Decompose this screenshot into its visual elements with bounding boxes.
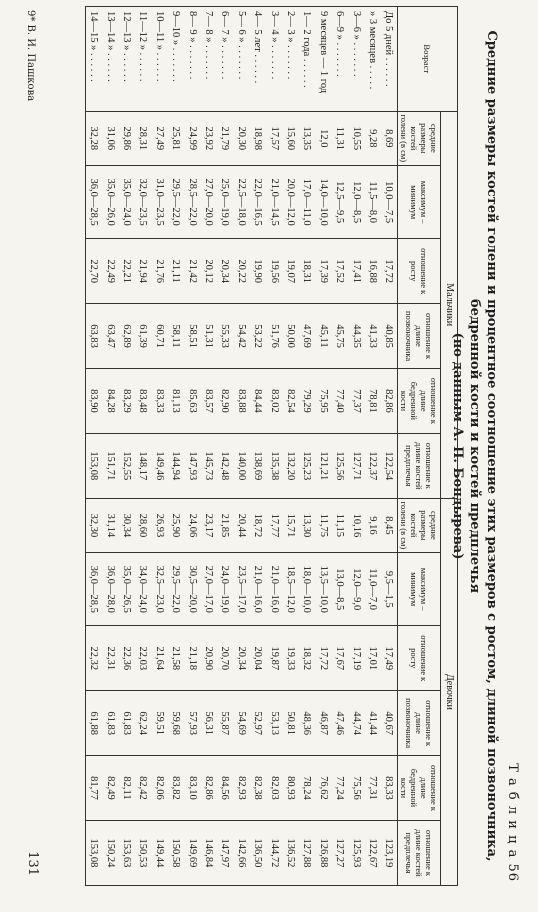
girls-value-cell: 25,90 (168, 498, 184, 552)
girls-value-cell: 15,71 (282, 498, 298, 552)
header-girls: Девочки (441, 498, 458, 885)
girls-value-cell: 75,56 (348, 756, 364, 821)
girls-value-cell: 150,53 (135, 820, 151, 885)
table-row (381, 7, 398, 886)
header-max-min: максимум – минимум (398, 553, 441, 626)
boys-value-cell: 83,48 (135, 368, 151, 433)
boys-value-cell: 21,42 (184, 239, 200, 304)
boys-value-cell: 61,39 (135, 304, 151, 369)
table-row (85, 7, 102, 886)
girls-value-cell: 84,56 (217, 756, 233, 821)
girls-value-cell: 127,88 (299, 820, 315, 885)
header-ratio-forearm: отношение к длине костей предплечья (398, 820, 441, 885)
girls-value-cell: 82,03 (266, 756, 282, 821)
boys-value-cell: 18,31 (299, 239, 315, 304)
boys-value-cell: 31,06 (102, 111, 118, 165)
girls-value-cell: 22,36 (118, 626, 134, 691)
boys-value-cell: 12,0 (315, 111, 331, 165)
header-boys: Мальчики (441, 111, 458, 498)
table-row (364, 7, 380, 886)
girls-value-cell: 41,44 (364, 691, 380, 756)
boys-value-cell: 140,00 (233, 433, 249, 498)
boys-value-cell: 19,56 (266, 239, 282, 304)
signature-mark: 9* В. И. Пашкова (25, 10, 36, 102)
girls-value-cell: 56,31 (200, 691, 216, 756)
boys-value-cell: 153,08 (85, 433, 102, 498)
boys-value-cell: 44,35 (348, 304, 364, 369)
table-number: Т а б л и ц а 56 (505, 763, 520, 882)
boys-value-cell: 23,92 (200, 111, 216, 165)
boys-value-cell: 8,69 (381, 111, 398, 165)
rotated-page (20, 6, 520, 886)
girls-value-cell: 21,85 (217, 498, 233, 552)
boys-value-cell: 147,93 (184, 433, 200, 498)
girls-value-cell: 22,03 (135, 626, 151, 691)
girls-value-cell: 136,52 (282, 820, 298, 885)
age-cell: 1— 2 года . . . . . . (299, 7, 315, 112)
girls-value-cell: 23,17 (200, 498, 216, 552)
age-cell: 3—6 » . . . . . . . (348, 7, 364, 112)
boys-value-cell: 32,0—23,5 (135, 166, 151, 239)
boys-value-cell: 145,73 (200, 433, 216, 498)
girls-value-cell: 46,87 (315, 691, 331, 756)
girls-value-cell: 10,16 (348, 498, 364, 552)
boys-value-cell: 17,52 (331, 239, 347, 304)
table-row (151, 7, 167, 886)
boys-value-cell: 41,33 (364, 304, 380, 369)
header-mean-size: средние размеры костей голени (в см) (398, 498, 441, 552)
girls-value-cell: 20,44 (233, 498, 249, 552)
boys-value-cell: 85,63 (184, 368, 200, 433)
table-row (233, 7, 249, 886)
girls-value-cell: 21,64 (151, 626, 167, 691)
table-row (331, 7, 347, 886)
boys-value-cell: 83,33 (151, 368, 167, 433)
table-row (118, 7, 134, 886)
girls-value-cell: 24,0—19,0 (217, 553, 233, 626)
boys-value-cell: 20,30 (233, 111, 249, 165)
girls-value-cell: 47,46 (331, 691, 347, 756)
girls-value-cell: 20,70 (217, 626, 233, 691)
age-cell: 14—15 » . . . . . . (85, 7, 102, 112)
boys-value-cell: 11,31 (331, 111, 347, 165)
boys-value-cell: 35,0—24,0 (118, 166, 134, 239)
boys-value-cell: 58,51 (184, 304, 200, 369)
boys-value-cell: 84,28 (102, 368, 118, 433)
girls-value-cell: 13,30 (299, 498, 315, 552)
boys-value-cell: 31,0—23,5 (151, 166, 167, 239)
boys-value-cell: 27,0—20,0 (200, 166, 216, 239)
girls-value-cell: 82,38 (249, 756, 265, 821)
girls-value-cell: 21,18 (184, 626, 200, 691)
boys-value-cell: 152,55 (118, 433, 134, 498)
boys-value-cell: 12,0—8,5 (348, 166, 364, 239)
header-ratio-spine: отношение к длине позвоночника (398, 691, 441, 756)
age-cell: 9 месяцев — 1 год (315, 7, 331, 112)
boys-value-cell: 22,70 (85, 239, 102, 304)
boys-value-cell: 62,89 (118, 304, 134, 369)
boys-value-cell: 54,42 (233, 304, 249, 369)
title-line-2: (по данным А. П. Бондырева) (450, 332, 465, 560)
age-cell: 7— 8 » . . . . . . . (200, 7, 216, 112)
boys-value-cell: 16,88 (364, 239, 380, 304)
boys-value-cell: 83,88 (233, 368, 249, 433)
table-body (85, 7, 397, 886)
boys-value-cell: 14,0—10,0 (315, 166, 331, 239)
boys-value-cell: 121,21 (315, 433, 331, 498)
table-row (200, 7, 216, 886)
table-row (299, 7, 315, 886)
title-line-1: Средние размеры костей голени и процентное соотношение этих размеров с ростом, длиной позвоночника, бедренной кости и костей предплечья (467, 30, 499, 862)
girls-value-cell: 36,0—28,0 (102, 553, 118, 626)
age-cell: 6—9 » . . . . . . . (331, 7, 347, 112)
girls-value-cell: 153,63 (118, 820, 134, 885)
girls-value-cell: 9,16 (364, 498, 380, 552)
girls-value-cell: 17,19 (348, 626, 364, 691)
girls-value-cell: 77,24 (331, 756, 347, 821)
boys-value-cell: 132,20 (282, 433, 298, 498)
boys-value-cell: 122,54 (381, 433, 398, 498)
girls-value-cell: 61,88 (85, 691, 102, 756)
girls-value-cell: 153,08 (85, 820, 102, 885)
girls-value-cell: 40,67 (381, 691, 398, 756)
table-row (184, 7, 200, 886)
boys-value-cell: 78,81 (364, 368, 380, 433)
boys-value-cell: 83,02 (266, 368, 282, 433)
girls-value-cell: 77,31 (364, 756, 380, 821)
age-cell: 4— 5 лет . . . . . . (249, 7, 265, 112)
girls-value-cell: 83,33 (381, 756, 398, 821)
girls-value-cell: 147,97 (217, 820, 233, 885)
age-cell: 9—10 » . . . . . . . (168, 7, 184, 112)
boys-value-cell: 84,44 (249, 368, 265, 433)
table-row (249, 7, 265, 886)
girls-value-cell: 59,68 (168, 691, 184, 756)
girls-value-cell: 19,87 (266, 626, 282, 691)
girls-value-cell: 34,0—24,0 (135, 553, 151, 626)
age-cell: 12—13 » . . . . . . (118, 7, 134, 112)
table-row (135, 7, 151, 886)
boys-value-cell: 51,76 (266, 304, 282, 369)
boys-value-cell: 81,13 (168, 368, 184, 433)
age-cell: До 5 дней . . . . . . (381, 7, 398, 112)
girls-value-cell: 59,51 (151, 691, 167, 756)
girls-value-cell: 18,0—10,0 (299, 553, 315, 626)
girls-value-cell: 149,44 (151, 820, 167, 885)
girls-value-cell: 53,13 (266, 691, 282, 756)
boys-value-cell: 50,00 (282, 304, 298, 369)
girls-value-cell: 17,72 (315, 626, 331, 691)
girls-value-cell: 27,0—17,0 (200, 553, 216, 626)
boys-value-cell: 28,31 (135, 111, 151, 165)
girls-value-cell: 21,0—16,0 (249, 553, 265, 626)
girls-value-cell: 127,27 (331, 820, 347, 885)
girls-value-cell: 50,81 (282, 691, 298, 756)
girls-value-cell: 81,77 (85, 756, 102, 821)
girls-value-cell: 149,69 (184, 820, 200, 885)
boys-value-cell: 9,28 (364, 111, 380, 165)
boys-value-cell: 77,40 (331, 368, 347, 433)
boys-value-cell: 13,35 (299, 111, 315, 165)
girls-value-cell: 11,15 (331, 498, 347, 552)
girls-value-cell: 61,83 (118, 691, 134, 756)
boys-value-cell: 11,5—8,0 (364, 166, 380, 239)
girls-value-cell: 82,42 (135, 756, 151, 821)
girls-value-cell: 122,67 (364, 820, 380, 885)
boys-value-cell: 20,34 (217, 239, 233, 304)
age-cell: 2— 3 » . . . . . . . (282, 7, 298, 112)
header-ratio-height: отношение к росту (398, 626, 441, 691)
boys-value-cell: 17,72 (381, 239, 398, 304)
boys-value-cell: 19,90 (249, 239, 265, 304)
boys-value-cell: 17,39 (315, 239, 331, 304)
girls-value-cell: 8,45 (381, 498, 398, 552)
girls-value-cell: 13,5—10,0 (315, 553, 331, 626)
girls-value-cell: 20,34 (233, 626, 249, 691)
girls-value-cell: 142,66 (233, 820, 249, 885)
header-ratio-spine: отношение к длине позвоночника (398, 304, 441, 369)
boys-value-cell: 144,94 (168, 433, 184, 498)
boys-value-cell: 40,85 (381, 304, 398, 369)
girls-value-cell: 20,04 (249, 626, 265, 691)
boys-value-cell: 22,49 (102, 239, 118, 304)
header-ratio-femur: отношение к длине бедренной кости (398, 756, 441, 821)
age-cell: 3— 4 » . . . . . . . (266, 7, 282, 112)
boys-value-cell: 127,71 (348, 433, 364, 498)
girls-value-cell: 23,5—17,0 (233, 553, 249, 626)
age-cell: 5— 6 » . . . . . . . (233, 7, 249, 112)
boys-value-cell: 17,0—11,0 (299, 166, 315, 239)
girls-value-cell: 22,31 (102, 626, 118, 691)
boys-value-cell: 83,57 (200, 368, 216, 433)
girls-value-cell: 22,32 (85, 626, 102, 691)
girls-value-cell: 123,19 (381, 820, 398, 885)
girls-value-cell: 32,5—23,0 (151, 553, 167, 626)
girls-value-cell: 82,11 (118, 756, 134, 821)
table-row (315, 7, 331, 886)
boys-value-cell: 75,95 (315, 368, 331, 433)
boys-value-cell: 20,12 (200, 239, 216, 304)
girls-value-cell: 17,67 (331, 626, 347, 691)
boys-value-cell: 142,48 (217, 433, 233, 498)
girls-value-cell: 21,58 (168, 626, 184, 691)
girls-value-cell: 17,77 (266, 498, 282, 552)
girls-value-cell: 20,90 (200, 626, 216, 691)
boys-value-cell: 17,41 (348, 239, 364, 304)
girls-value-cell: 36,0—28,5 (85, 553, 102, 626)
girls-value-cell: 78,24 (299, 756, 315, 821)
girls-value-cell: 82,86 (200, 756, 216, 821)
table-row (102, 7, 118, 886)
boys-value-cell: 125,23 (299, 433, 315, 498)
girls-value-cell: 18,5—12,0 (282, 553, 298, 626)
girls-value-cell: 30,34 (118, 498, 134, 552)
boys-value-cell: 60,71 (151, 304, 167, 369)
girls-value-cell: 76,62 (315, 756, 331, 821)
boys-value-cell: 28,5—22,0 (184, 166, 200, 239)
boys-value-cell: 10,0—7,5 (381, 166, 398, 239)
girls-value-cell: 150,24 (102, 820, 118, 885)
boys-value-cell: 149,46 (151, 433, 167, 498)
girls-value-cell: 17,49 (381, 626, 398, 691)
girls-value-cell: 32,30 (85, 498, 102, 552)
boys-value-cell: 148,17 (135, 433, 151, 498)
data-table (85, 6, 458, 886)
boys-value-cell: 82,86 (381, 368, 398, 433)
header-ratio-height: отношение к росту (398, 239, 441, 304)
boys-value-cell: 15,60 (282, 111, 298, 165)
boys-value-cell: 122,37 (364, 433, 380, 498)
girls-value-cell: 54,69 (233, 691, 249, 756)
girls-value-cell: 82,06 (151, 756, 167, 821)
boys-value-cell: 29,5—22,0 (168, 166, 184, 239)
boys-value-cell: 25,81 (168, 111, 184, 165)
girls-value-cell: 83,82 (168, 756, 184, 821)
girls-value-cell: 82,49 (102, 756, 118, 821)
boys-value-cell: 25,0—19,0 (217, 166, 233, 239)
table-row (266, 7, 282, 886)
boys-value-cell: 21,0—14,5 (266, 166, 282, 239)
boys-value-cell: 10,55 (348, 111, 364, 165)
boys-value-cell: 83,90 (85, 368, 102, 433)
girls-value-cell: 83,10 (184, 756, 200, 821)
boys-value-cell: 82,90 (217, 368, 233, 433)
age-cell: 13—14 » . . . . . . (102, 7, 118, 112)
girls-value-cell: 29,5—22,0 (168, 553, 184, 626)
boys-value-cell: 22,21 (118, 239, 134, 304)
header-age: Возраст (398, 7, 458, 112)
girls-value-cell: 19,33 (282, 626, 298, 691)
boys-value-cell: 55,33 (217, 304, 233, 369)
girls-value-cell: 18,32 (299, 626, 315, 691)
boys-value-cell: 24,99 (184, 111, 200, 165)
boys-value-cell: 83,29 (118, 368, 134, 433)
girls-value-cell: 126,88 (315, 820, 331, 885)
boys-value-cell: 135,38 (266, 433, 282, 498)
girls-value-cell: 144,72 (266, 820, 282, 885)
boys-value-cell: 29,86 (118, 111, 134, 165)
girls-value-cell: 9,5—1,5 (381, 553, 398, 626)
table-row (348, 7, 364, 886)
boys-value-cell: 22,0—16,5 (249, 166, 265, 239)
girls-value-cell: 82,93 (233, 756, 249, 821)
boys-value-cell: 32,28 (85, 111, 102, 165)
boys-value-cell: 45,11 (315, 304, 331, 369)
girls-value-cell: 13,0—8,5 (331, 553, 347, 626)
girls-value-cell: 12,0—9,0 (348, 553, 364, 626)
boys-value-cell: 36,0—28,5 (85, 166, 102, 239)
boys-value-cell: 20,0—12,0 (282, 166, 298, 239)
girls-value-cell: 44,74 (348, 691, 364, 756)
girls-value-cell: 11,0—7,0 (364, 553, 380, 626)
age-cell: 8— 9 » . . . . . . . (184, 7, 200, 112)
boys-value-cell: 27,49 (151, 111, 167, 165)
girls-value-cell: 35,0—26,5 (118, 553, 134, 626)
girls-value-cell: 61,83 (102, 691, 118, 756)
age-cell: 6— 7 » . . . . . . . (217, 7, 233, 112)
header-ratio-forearm: отношение к длине костей предплечья (398, 433, 441, 498)
girls-value-cell: 146,84 (200, 820, 216, 885)
girls-value-cell: 55,87 (217, 691, 233, 756)
girls-value-cell: 28,60 (135, 498, 151, 552)
header-max-min: максимум – минимум (398, 166, 441, 239)
girls-value-cell: 52,97 (249, 691, 265, 756)
boys-value-cell: 18,98 (249, 111, 265, 165)
boys-value-cell: 45,75 (331, 304, 347, 369)
girls-value-cell: 62,24 (135, 691, 151, 756)
girls-value-cell: 150,58 (168, 820, 184, 885)
page-number: 131 (25, 851, 40, 876)
boys-value-cell: 21,76 (151, 239, 167, 304)
header-mean-size: средние размеры костей голени (в см) (398, 111, 441, 165)
boys-value-cell: 63,83 (85, 304, 102, 369)
boys-value-cell: 151,71 (102, 433, 118, 498)
boys-value-cell: 47,69 (299, 304, 315, 369)
boys-value-cell: 22,5—18,0 (233, 166, 249, 239)
boys-value-cell: 138,69 (249, 433, 265, 498)
girls-value-cell: 17,01 (364, 626, 380, 691)
boys-value-cell: 21,11 (168, 239, 184, 304)
girls-value-cell: 48,36 (299, 691, 315, 756)
boys-value-cell: 63,47 (102, 304, 118, 369)
girls-value-cell: 80,93 (282, 756, 298, 821)
girls-value-cell: 18,72 (249, 498, 265, 552)
boys-value-cell: 21,94 (135, 239, 151, 304)
table-row (217, 7, 233, 886)
girls-value-cell: 24,06 (184, 498, 200, 552)
girls-value-cell: 26,93 (151, 498, 167, 552)
girls-value-cell: 21,0—16,0 (266, 553, 282, 626)
table-row (282, 7, 298, 886)
girls-value-cell: 136,50 (249, 820, 265, 885)
boys-value-cell: 79,29 (299, 368, 315, 433)
age-cell: » 3 месяцев . . . . . (364, 7, 380, 112)
header-ratio-femur: отношение к длине бедренной кости (398, 368, 441, 433)
boys-value-cell: 77,37 (348, 368, 364, 433)
girls-value-cell: 30,5—20,0 (184, 553, 200, 626)
boys-value-cell: 12,5—9,5 (331, 166, 347, 239)
data-table-wrapper (85, 6, 458, 886)
boys-value-cell: 125,56 (331, 433, 347, 498)
girls-value-cell: 57,93 (184, 691, 200, 756)
boys-value-cell: 51,31 (200, 304, 216, 369)
age-cell: 10—11 » . . . . . . (151, 7, 167, 112)
boys-value-cell: 21,79 (217, 111, 233, 165)
table-row (168, 7, 184, 886)
boys-value-cell: 20,22 (233, 239, 249, 304)
boys-value-cell: 19,07 (282, 239, 298, 304)
boys-value-cell: 82,54 (282, 368, 298, 433)
boys-value-cell: 17,57 (266, 111, 282, 165)
boys-value-cell: 35,0—26,0 (102, 166, 118, 239)
boys-value-cell: 53,22 (249, 304, 265, 369)
girls-value-cell: 31,14 (102, 498, 118, 552)
boys-value-cell: 58,11 (168, 304, 184, 369)
age-cell: 11—12 » . . . . . . (135, 7, 151, 112)
girls-value-cell: 125,93 (348, 820, 364, 885)
girls-value-cell: 11,75 (315, 498, 331, 552)
